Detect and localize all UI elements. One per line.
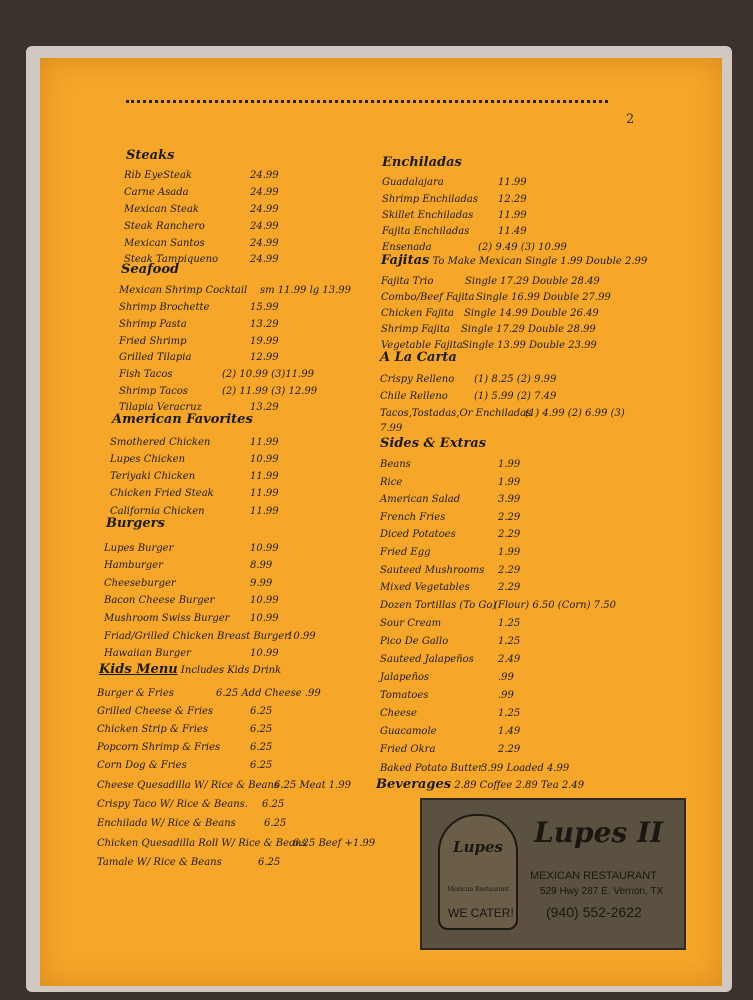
menu-item-name: Lupes Burger: [104, 543, 174, 554]
menu-item: [381, 276, 600, 287]
menu-item-price: Single 14.99 Double 26.49: [464, 308, 599, 319]
menu-item-name: Tilapia Veracruz: [119, 402, 202, 413]
menu-item-price: 10.99: [250, 595, 279, 606]
menu-item-price: 2.29: [498, 529, 521, 540]
section-heading: Seafood: [121, 262, 180, 277]
menu-item-price: (1) 4.99 (2) 6.99 (3): [525, 408, 625, 419]
dotted-divider: [126, 100, 608, 111]
menu-item-name: Popcorn Shrimp & Fries: [97, 742, 221, 753]
logo-brand-name: Lupes II: [534, 816, 664, 849]
page-number: 2: [626, 112, 635, 127]
menu-item: [380, 423, 402, 434]
menu-item-price: 10.99: [250, 613, 279, 624]
menu-item: [110, 437, 279, 448]
menu-item-price: 11.99: [498, 177, 527, 188]
menu-item-name: Tamale W/ Rice & Beans: [97, 857, 222, 868]
menu-item: [382, 226, 527, 237]
menu-item: [97, 818, 287, 829]
menu-item: [380, 744, 521, 755]
menu-item: [119, 369, 314, 380]
menu-item: [381, 308, 599, 319]
menu-item-price: 19.99: [250, 336, 279, 347]
menu-item-name: Cheese: [380, 708, 417, 719]
menu-item: [380, 654, 521, 665]
menu-item-price: 1.25: [498, 636, 521, 647]
menu-item-price: 6.25: [258, 857, 281, 868]
menu-item: [380, 600, 616, 611]
menu-item-price: 11.99: [498, 210, 527, 221]
menu-item: [104, 613, 279, 624]
menu-item: [380, 494, 521, 505]
section-heading: Sides & Extras: [380, 436, 487, 451]
menu-item-name: Lupes Chicken: [110, 454, 186, 465]
menu-item-name: Shrimp Pasta: [119, 319, 187, 330]
menu-item: [104, 595, 279, 606]
menu-item-name: Chicken Strip & Fries: [97, 724, 208, 735]
menu-item-price: Single 16.99 Double 27.99: [476, 292, 611, 303]
menu-item-name: Rib EyeSteak: [124, 170, 192, 181]
menu-item-name: Jalapeños: [380, 672, 430, 683]
menu-item-name: Grilled Cheese & Fries: [97, 706, 214, 717]
menu-item-price: 6.25: [264, 818, 287, 829]
menu-item: [124, 187, 279, 198]
menu-item: [104, 578, 273, 589]
menu-item-price: 11.99: [250, 506, 279, 517]
menu-item-name: Bacon Cheese Burger: [104, 595, 215, 606]
menu-item: [97, 742, 273, 753]
menu-item: [380, 708, 521, 719]
menu-item-price: 8.99: [250, 560, 273, 571]
menu-item-name: Hamburger: [104, 560, 163, 571]
menu-item: [104, 560, 273, 571]
menu-item-name: Fried Egg: [380, 547, 431, 558]
logo-address: 529 Hwy 287 E. Vernon, TX: [540, 886, 664, 897]
menu-item: [382, 177, 527, 188]
menu-item: [110, 454, 279, 465]
menu-item-name: Carne Asada: [124, 187, 189, 198]
menu-item: [104, 543, 279, 554]
menu-item: [380, 636, 521, 647]
menu-item-name: Mexican Steak: [124, 204, 199, 215]
menu-item-name: Enchilada W/ Rice & Beans: [97, 818, 236, 829]
logo-cater-text: WE CATER!: [448, 906, 514, 920]
menu-item: [380, 459, 521, 470]
menu-item: [380, 726, 521, 737]
menu-item: [97, 724, 273, 735]
menu-item-name: Rice: [380, 477, 403, 488]
menu-item-name: Chicken Fried Steak: [110, 488, 214, 499]
menu-item: [104, 648, 279, 659]
menu-item-price: Single 13.99 Double 23.99: [462, 340, 597, 351]
menu-item-price: (1) 5.99 (2) 7.49: [474, 391, 557, 402]
menu-item-price: 1.25: [498, 708, 521, 719]
menu-item-price: sm 11.99 lg 13.99: [260, 285, 352, 296]
menu-item-price: 12.99: [250, 352, 279, 363]
menu-item: [380, 374, 557, 385]
menu-item: [110, 488, 279, 499]
menu-item-price: 6.25: [262, 799, 285, 810]
menu-item-name: Ensenada: [382, 242, 432, 253]
menu-item-price: 2.29: [498, 744, 521, 755]
menu-item-price: 6.25: [250, 760, 273, 771]
menu-item-price: 24.99: [250, 221, 279, 232]
section-heading: Enchiladas: [382, 155, 462, 170]
menu-item-price: 6.25: [250, 724, 273, 735]
menu-item-price: 11.99: [250, 437, 279, 448]
menu-item-name: Beans: [380, 459, 411, 470]
menu-item-price: 13.29: [250, 319, 279, 330]
menu-item-price: 10.99: [287, 631, 316, 642]
menu-item-name: Smothered Chicken: [110, 437, 211, 448]
logo-badge-text: Lupes: [453, 838, 503, 856]
menu-item-name: Chicken Fajita: [381, 308, 454, 319]
menu-item-price: (2) 9.49 (3) 10.99: [478, 242, 567, 253]
menu-item-name: Fish Tacos: [119, 369, 173, 380]
menu-item-name: Fajita Enchiladas: [382, 226, 470, 237]
menu-item-price: 3.99 Loaded 4.99: [481, 763, 570, 774]
menu-item-name: Combo/Beef Fajita: [381, 292, 475, 303]
menu-item-price: 2.29: [498, 512, 521, 523]
menu-item-price: 6.25: [250, 742, 273, 753]
menu-item-name: Friad/Grilled Chicken Breast Burger: [104, 631, 290, 642]
menu-item-price: .99: [498, 672, 514, 683]
menu-item: [124, 204, 279, 215]
menu-item: [380, 565, 521, 576]
menu-item: [380, 690, 514, 701]
menu-item-price: 24.99: [250, 238, 279, 249]
menu-item-price: 1.25: [498, 618, 521, 629]
logo-phone: (940) 552-2622: [546, 904, 642, 920]
menu-item: [382, 210, 527, 221]
menu-item-name: Mushroom Swiss Burger: [104, 613, 230, 624]
menu-item-name: Grilled Tilapia: [119, 352, 192, 363]
menu-item-price: 11.49: [498, 226, 527, 237]
menu-item: [124, 238, 279, 249]
menu-item: [97, 780, 352, 791]
menu-item-name: Steak Tampiqueno: [124, 254, 219, 265]
menu-item: [124, 170, 279, 181]
section-note: To Make Mexican Single 1.99 Double 2.99: [429, 256, 648, 267]
menu-item: [382, 194, 527, 205]
menu-item: [380, 547, 521, 558]
menu-item: [380, 529, 521, 540]
menu-item-name: Chicken Quesadilla Roll W/ Rice & Beans: [97, 838, 307, 849]
menu-item-price: 2.29: [498, 582, 521, 593]
menu-item-name: Fried Shrimp: [119, 336, 187, 347]
menu-item-price: Single 17.29 Double 28.99: [461, 324, 596, 335]
menu-item-name: Shrimp Brochette: [119, 302, 210, 313]
menu-item-name: Corn Dog & Fries: [97, 760, 187, 771]
section-heading: American Favorites: [112, 412, 253, 427]
menu-item-price: 10.99: [250, 454, 279, 465]
menu-item-price: 3.99: [498, 494, 521, 505]
menu-item-name: American Salad: [380, 494, 461, 505]
menu-item-name: Hawaiian Burger: [104, 648, 191, 659]
menu-item-name: Fajita Trio: [381, 276, 434, 287]
menu-item-name: Fried Okra: [380, 744, 436, 755]
menu-item-price: 13.29: [250, 402, 279, 413]
menu-item-price: 1.99: [498, 477, 521, 488]
menu-item-price: 24.99: [250, 254, 279, 265]
menu-item-price: 9.99: [250, 578, 273, 589]
menu-item-price: 15.99: [250, 302, 279, 313]
menu-item-name: Cheese Quesadilla W/ Rice & Beans: [97, 780, 280, 791]
section-note: 2.89 Coffee 2.89 Tea 2.49: [451, 780, 585, 791]
menu-item-name: Shrimp Tacos: [119, 386, 188, 397]
section-heading: A La Carta: [380, 350, 457, 365]
menu-item-price: Single 17.29 Double 28.49: [465, 276, 600, 287]
menu-item-name: Cheeseburger: [104, 578, 176, 589]
menu-item-name: Guadalajara: [382, 177, 444, 188]
menu-item-name: Crispy Taco W/ Rice & Beans.: [97, 799, 248, 810]
menu-item-name: French Fries: [380, 512, 446, 523]
menu-item-price: 6.25 Beef +1.99: [293, 838, 376, 849]
menu-item-name: Tacos,Tostadas,Or Enchiladas: [380, 408, 532, 419]
menu-item: [381, 292, 611, 303]
menu-item-price: 6.25 Add Cheese .99: [216, 688, 321, 699]
menu-item: [380, 582, 521, 593]
menu-item-price: 6.25 Meat 1.99: [274, 780, 352, 791]
menu-item-price: 2.29: [498, 565, 521, 576]
menu-item-name: Steak Ranchero: [124, 221, 205, 232]
menu-item: [119, 386, 318, 397]
menu-item-price: 24.99: [250, 204, 279, 215]
section-note: Includes Kids Drink: [177, 665, 282, 676]
section-heading: Beverages 2.89 Coffee 2.89 Tea 2.49: [376, 777, 585, 792]
menu-item-name: Vegetable Fajita: [381, 340, 463, 351]
menu-item-price: 1.49: [498, 726, 521, 737]
menu-item-price: (1) 8.25 (2) 9.99: [474, 374, 557, 385]
menu-item: [380, 763, 570, 774]
menu-item: [97, 799, 285, 810]
menu-item-name: Teriyaki Chicken: [110, 471, 196, 482]
menu-item-name: Chile Relleno: [380, 391, 448, 402]
menu-item-price: 24.99: [250, 170, 279, 181]
menu-item: [97, 688, 321, 699]
menu-item: [110, 471, 279, 482]
menu-item-name: Mixed Vegetables: [380, 582, 470, 593]
restaurant-logo-card: [420, 798, 686, 950]
menu-item-name: Sauteed Jalapeños: [380, 654, 474, 665]
menu-item-price: (2) 10.99 (3)11.99: [222, 369, 314, 380]
menu-item-name: Mexican Shrimp Cocktail: [119, 285, 248, 296]
menu-item-name: Burger & Fries: [97, 688, 174, 699]
menu-item-name: Crispy Relleno: [380, 374, 455, 385]
section-heading: Fajitas To Make Mexican Single 1.99 Double 2.99: [381, 253, 648, 268]
menu-item-name: Guacamole: [380, 726, 437, 737]
menu-item-name: Sour Cream: [380, 618, 442, 629]
section-heading: Burgers: [106, 516, 165, 531]
menu-item-price: 2.49: [498, 654, 521, 665]
menu-item-price: 10.99: [250, 648, 279, 659]
menu-item: [97, 857, 281, 868]
menu-item: [119, 352, 279, 363]
menu-item: [119, 319, 279, 330]
menu-item: [380, 477, 521, 488]
menu-item: [97, 706, 273, 717]
menu-item: [97, 760, 273, 771]
section-heading: Steaks: [126, 148, 175, 163]
menu-item-price: (Flour) 6.50 (Corn) 7.50: [494, 600, 616, 611]
menu-item-price: 11.99: [250, 471, 279, 482]
menu-item-price: 24.99: [250, 187, 279, 198]
menu-item: [119, 285, 352, 296]
menu-item-price: 6.25: [250, 706, 273, 717]
menu-item-name: Baked Potato Butter: [380, 763, 483, 774]
logo-restaurant-label: MEXICAN RESTAURANT: [530, 870, 657, 882]
menu-item: [97, 838, 376, 849]
menu-item: [380, 618, 521, 629]
menu-item-name: Shrimp Fajita: [381, 324, 450, 335]
menu-item: [104, 631, 316, 642]
menu-item-price: 1.99: [498, 459, 521, 470]
menu-item: [380, 391, 557, 402]
menu-item: [380, 512, 521, 523]
menu-item: [380, 408, 625, 419]
menu-item: [381, 324, 596, 335]
menu-item: [382, 242, 567, 253]
menu-item-price: 1.99: [498, 547, 521, 558]
menu-item-name: Pico De Gallo: [380, 636, 449, 647]
menu-item-name: California Chicken: [110, 506, 205, 517]
menu-item-price: 10.99: [250, 543, 279, 554]
logo-badge-subtitle: Mexican Restaurant: [447, 886, 509, 893]
menu-item: [124, 221, 279, 232]
menu-item-name: Mexican Santos: [124, 238, 205, 249]
menu-item-name: Diced Potatoes: [380, 529, 456, 540]
menu-item-price: 12.29: [498, 194, 527, 205]
menu-item-name: Shrimp Enchiladas: [382, 194, 478, 205]
menu-item-name: Tomatoes: [380, 690, 429, 701]
menu-item-name: Sauteed Mushrooms: [380, 565, 485, 576]
menu-item: [119, 336, 279, 347]
menu-item: [119, 302, 279, 313]
menu-item-price: 11.99: [250, 488, 279, 499]
menu-item: [380, 672, 514, 683]
menu-item-price: .99: [498, 690, 514, 701]
menu-item-name: Skillet Enchiladas: [382, 210, 474, 221]
section-heading: Kids Menu Includes Kids Drink: [99, 662, 282, 677]
menu-item-name: 7.99: [380, 423, 403, 434]
menu-item-price: (2) 11.99 (3) 12.99: [222, 386, 318, 397]
menu-item-name: Dozen Tortillas (To Go): [380, 600, 497, 611]
